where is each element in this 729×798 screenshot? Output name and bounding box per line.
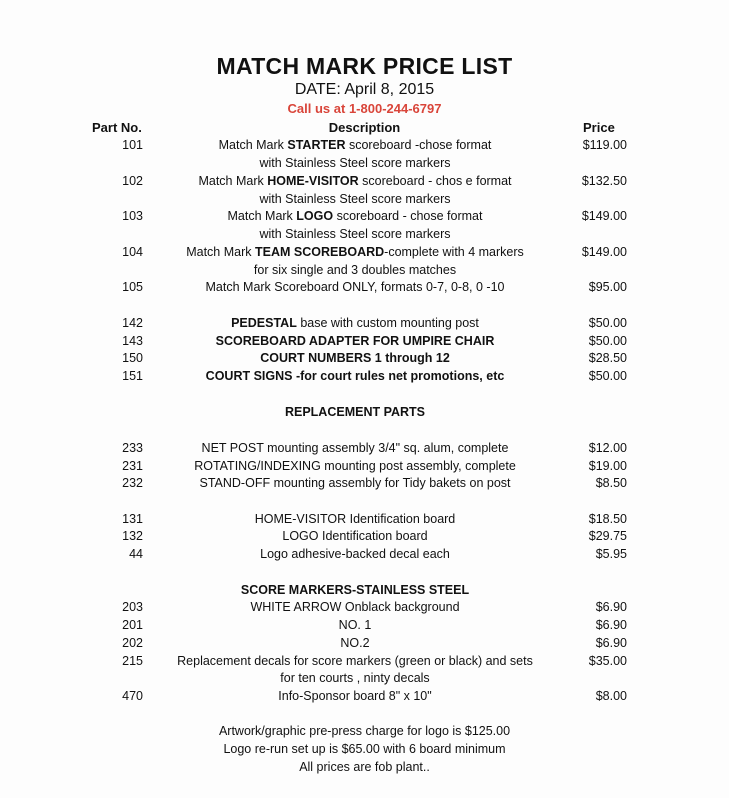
price-row [0, 687, 729, 705]
item-price: $8.00 [595, 689, 627, 703]
part-number: 203 [122, 600, 143, 614]
page-title: MATCH MARK PRICE LIST [216, 53, 513, 79]
item-price: $19.00 [588, 459, 627, 473]
part-number: 215 [122, 654, 143, 668]
column-header-description: Description [328, 120, 401, 135]
part-number: 142 [122, 316, 143, 330]
item-price: $119.00 [582, 138, 627, 152]
price-row [0, 474, 729, 492]
item-description-line2: with Stainless Steel score markers [259, 192, 451, 206]
price-row [0, 172, 729, 190]
item-description: PEDESTAL base with custom mounting post [231, 316, 479, 330]
part-number: 233 [122, 441, 143, 455]
item-price: $29.75 [588, 529, 627, 543]
section-heading-score-markers: SCORE MARKERS-STAINLESS STEEL [240, 583, 470, 597]
item-price: $6.90 [595, 618, 627, 632]
price-row [0, 243, 729, 261]
part-number: 201 [122, 618, 143, 632]
price-row [0, 598, 729, 616]
item-price: $28.50 [588, 351, 627, 365]
price-row [0, 527, 729, 545]
item-price: $5.95 [595, 547, 627, 561]
price-row [0, 349, 729, 367]
item-price: $6.90 [595, 600, 627, 614]
item-price: $6.90 [595, 636, 627, 650]
item-description: Replacement decals for score markers (green or black) and sets [177, 654, 533, 668]
item-price: $12.00 [588, 441, 627, 455]
price-row [0, 545, 729, 563]
price-row [0, 616, 729, 634]
price-row [0, 332, 729, 350]
item-description: Logo adhesive-backed decal each [260, 547, 450, 561]
part-number: 470 [122, 689, 143, 703]
item-description: STAND-OFF mounting assembly for Tidy bakets on post [199, 476, 511, 490]
phone-contact: Call us at 1-800-244-6797 [287, 101, 442, 116]
item-description-line2: for ten courts , ninty decals [280, 671, 430, 685]
item-price: $50.00 [588, 316, 627, 330]
part-number: 202 [122, 636, 143, 650]
part-number: 105 [122, 280, 143, 294]
footer-note-fob: All prices are fob plant.. [299, 760, 430, 774]
price-row [0, 367, 729, 385]
part-number: 44 [129, 547, 143, 561]
item-description: LOGO Identification board [282, 529, 428, 543]
item-description: COURT NUMBERS 1 through 12 [260, 351, 450, 365]
item-description: NO. 1 [338, 618, 372, 632]
price-row [0, 652, 729, 670]
part-number: 131 [122, 512, 143, 526]
part-number: 231 [122, 459, 143, 473]
item-price: $35.00 [588, 654, 627, 668]
item-description: Match Mark TEAM SCOREBOARD-complete with 4 markers [186, 245, 524, 259]
item-description: Match Mark Scoreboard ONLY, formats 0-7, 0-8, 0 -10 [205, 280, 505, 294]
item-description: NO.2 [340, 636, 370, 650]
price-row [0, 634, 729, 652]
item-description: WHITE ARROW Onblack background [250, 600, 460, 614]
price-row [0, 439, 729, 457]
part-number: 150 [122, 351, 143, 365]
item-price: $149.00 [581, 209, 627, 223]
item-description: HOME-VISITOR Identification board [254, 512, 456, 526]
item-description: Match Mark LOGO scoreboard - chose format [227, 209, 483, 223]
item-description-line2: for six single and 3 doubles matches [253, 263, 457, 277]
item-description-line2: with Stainless Steel score markers [259, 156, 451, 170]
column-header-part: Part No. [92, 120, 142, 135]
footer-note-rerun: Logo re-run set up is $65.00 with 6 board minimum [223, 742, 506, 756]
part-number: 103 [122, 209, 143, 223]
part-number: 102 [122, 174, 143, 188]
item-price: $132.50 [581, 174, 627, 188]
item-price: $50.00 [588, 334, 627, 348]
part-number: 101 [122, 138, 143, 152]
part-number: 143 [122, 334, 143, 348]
part-number: 151 [122, 369, 143, 383]
item-description-line2: with Stainless Steel score markers [259, 227, 451, 241]
price-row [0, 207, 729, 225]
price-row [0, 510, 729, 528]
part-number: 104 [122, 245, 143, 259]
price-list-date: DATE: April 8, 2015 [294, 81, 435, 98]
item-description: ROTATING/INDEXING mounting post assembly, complete [194, 459, 516, 473]
item-price: $50.00 [588, 369, 627, 383]
item-description: Match Mark HOME-VISITOR scoreboard - chos e format [198, 174, 512, 188]
item-price: $18.50 [588, 512, 627, 526]
price-row [0, 457, 729, 475]
item-price: $8.50 [595, 476, 627, 490]
footer-note-artwork: Artwork/graphic pre-press charge for logo is $125.00 [218, 724, 511, 738]
item-description: Match Mark STARTER scoreboard -chose format [218, 138, 492, 152]
item-price: $149.00 [581, 245, 627, 259]
item-description: SCOREBOARD ADAPTER FOR UMPIRE CHAIR [215, 334, 495, 348]
column-header-price: Price [583, 120, 615, 135]
part-number: 132 [122, 529, 143, 543]
price-row [0, 136, 729, 154]
section-heading-replacement: REPLACEMENT PARTS [284, 405, 426, 419]
part-number: 232 [122, 476, 143, 490]
item-price: $95.00 [588, 280, 627, 294]
item-description: Info-Sponsor board 8" x 10" [278, 689, 432, 703]
item-description: NET POST mounting assembly 3/4" sq. alum, complete [201, 441, 509, 455]
price-row [0, 278, 729, 296]
item-description: COURT SIGNS -for court rules net promotions, etc [205, 369, 505, 383]
price-row [0, 314, 729, 332]
